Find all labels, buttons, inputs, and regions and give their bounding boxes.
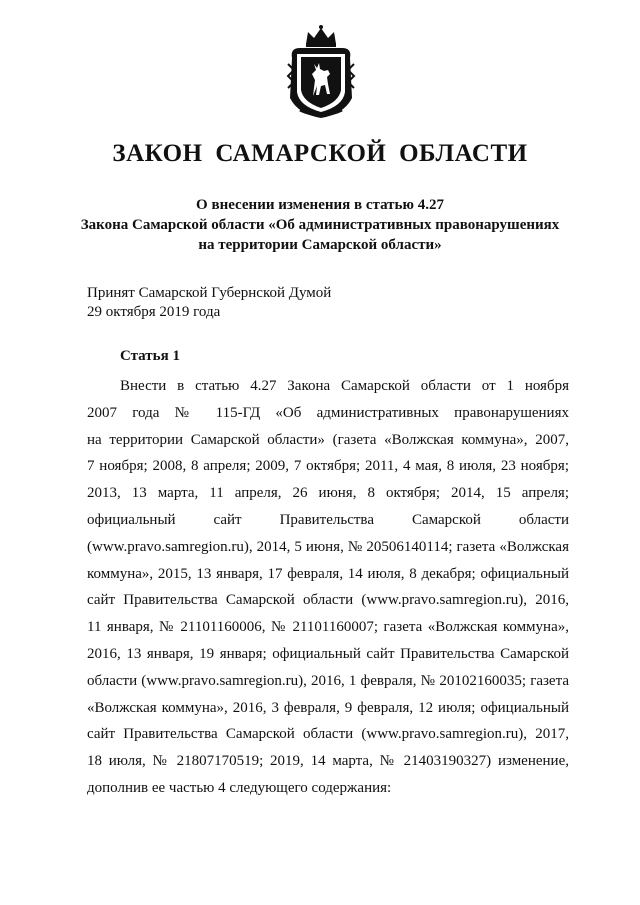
article-line: 2007 года № 115-ГД «Об административных правонарушениях: [87, 404, 569, 421]
subtitle-line: О внесении изменения в статью 4.27: [196, 197, 444, 213]
adoption-date: 29 октября 2019 года: [87, 304, 221, 320]
article-line: коммуна», 2015, 13 января, 17 февраля, 14 июля, 8 декабря; официальный: [87, 565, 569, 582]
article-line: официальный сайт Правительства Самарской области: [87, 511, 569, 528]
article-line: дополнив ее частью 4 следующего содержания:: [87, 779, 392, 796]
law-title: ЗАКОН САМАРСКОЙ ОБЛАСТИ: [112, 140, 528, 167]
samara-coat-of-arms-icon: [286, 24, 356, 120]
article-body: [87, 373, 569, 802]
article-line: «Волжская коммуна», 2016, 3 февраля, 9 февраля, 12 июля; официальный: [87, 699, 569, 716]
article-line: 2013, 13 марта, 11 апреля, 26 июня, 8 октября; 2014, 15 апреля;: [87, 485, 569, 502]
article-line: 7 ноября; 2008, 8 апреля; 2009, 7 октября; 2011, 4 мая, 8 июля, 23 ноября;: [87, 458, 569, 475]
adoption-body: Принят Самарской Губернской Думой: [87, 285, 332, 301]
subtitle-line: на территории Самарской области»: [198, 237, 442, 253]
article-line: 11 января, № 21101160006, № 21101160007; газета «Волжская коммуна»,: [87, 619, 569, 636]
article-line: Внести в статью 4.27 Закона Самарской области от 1 ноября: [120, 378, 569, 394]
article-line: области (www.pravo.samregion.ru), 2016, 1 февраля, № 20102160035; газета: [87, 672, 569, 689]
article-line: 2016, 13 января, 19 января; официальный сайт Правительства Самарской: [87, 645, 569, 662]
article-line: 18 июля, № 21807170519; 2019, 14 марта, № 21403190327) изменение,: [87, 753, 569, 770]
adoption-info: [87, 284, 331, 322]
article-heading: Статья 1: [120, 348, 180, 364]
law-subtitle: [0, 195, 640, 255]
article-line: сайт Правительства Самарской области (www.pravo.samregion.ru), 2017,: [87, 726, 569, 743]
article-line: сайт Правительства Самарской области (www.pravo.samregion.ru), 2016,: [87, 592, 569, 609]
article-line: (www.pravo.samregion.ru), 2014, 5 июня, № 20506140114; газета «Волжская: [87, 538, 569, 555]
article-line: на территории Самарской области» (газета «Волжская коммуна», 2007,: [87, 431, 569, 448]
subtitle-line: Закона Самарской области «Об административных правонарушениях: [80, 217, 560, 233]
